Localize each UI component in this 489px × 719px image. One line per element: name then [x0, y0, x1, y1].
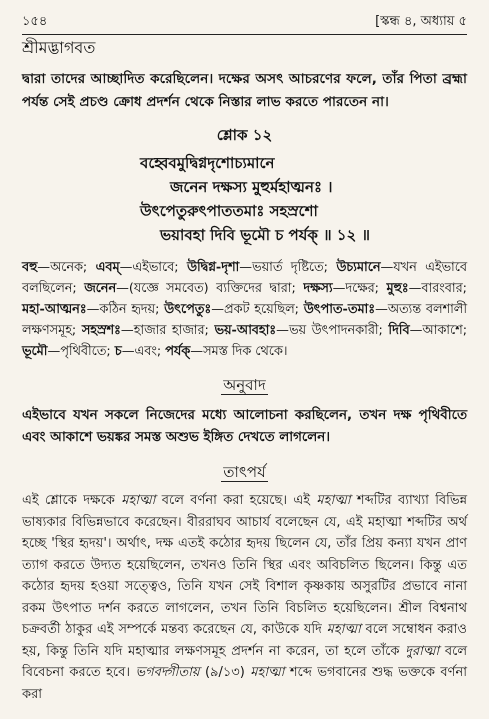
purport-emphasis: মহাত্মা [316, 493, 351, 508]
purport-emphasis: মহাত্মা [326, 622, 361, 637]
purport-emphasis: ভগবদ্গীতায় [135, 665, 200, 680]
word-meaning: পৃথিবীতে; [60, 344, 115, 359]
word-meaning: কঠিন হৃদয়; [99, 302, 165, 317]
word-meaning: প্রকট হয়েছিল; [224, 302, 304, 317]
sanskrit-word: উদ্বিগ্ন-দৃশা [186, 260, 240, 275]
word-meanings: বহু—অনেক; এবম্—এইভাবে; উদ্বিগ্ন-দৃশা—ভয়ার্ত দৃষ্টিতে; উচ্যমানে—যখন এইভাবে বলছিলেন; জনেন—(যজ্ঞে সমবেত) ব্যক্তিদের দ্বারা; দক্ষস্য—দক্ষের; মুহুঃ—বারংবার; মহা-আত্মনঃ—কঠিন হৃদয়; উৎপেতুঃ—প্রকট হয়েছিল; উৎপাত-তমাঃ—অত্যন্ত বলশালী লক্ষণসমূহ; সহস্রশঃ—হাজার হাজার; ভয়-আবহাঃ—ভয় উৎপাদনকারী; দিবি—আকাশে; ভূমৌ—পৃথিবীতে; চ—এবং; পর্যক্—সমস্ত দিক থেকে। [22, 260, 468, 359]
shloka-title: শ্লোক ১২ [216, 126, 273, 144]
intro-paragraph: দ্বারা তাদের আচ্ছাদিত করেছিলেন। দক্ষের অসৎ আচরণের ফলে, তাঁর পিতা ব্রহ্মা পর্যন্ত সেই প্রচণ্ড ক্রোধ প্রদর্শন থেকে নিস্তার লাভ করতে পারতেন না। [22, 71, 467, 110]
sanskrit-word: উৎপাত-তমাঃ [303, 302, 376, 317]
sanskrit-word: চ [114, 344, 122, 359]
sanskrit-word: বহু [22, 260, 38, 275]
sanskrit-word: উচ্যমানে [336, 260, 381, 275]
sanskrit-word: দক্ষস্য [303, 281, 333, 296]
verse-block [22, 151, 467, 247]
purport-emphasis: মহাত্মা [250, 665, 285, 680]
purport-paragraph [22, 490, 467, 705]
page-header [22, 12, 467, 35]
purport-heading [22, 461, 467, 486]
page-number: ১৫৪ [22, 14, 48, 29]
book-title: শ্রীমদ্ভাগবত [22, 38, 96, 57]
word-meaning: বারংবার; [421, 281, 467, 296]
word-meaning: ভয় উৎপাদনকারী; [288, 323, 389, 338]
verse-line: জনেন দক্ষস্য মুহুর্মহাত্মনঃ । [170, 178, 333, 196]
word-meaning: সমস্ত দিক থেকে। [203, 344, 288, 359]
translation-heading [22, 374, 467, 399]
purport-text: শব্দটির ব্যাখ্যা বিভিন্ন ভাষ্যকার বিভিন্নভাবে করেছেন। বীররাঘব আচার্য বলেছেন যে, এই মহাত্মা শব্দটির অর্থ হচ্ছে 'স্থির হৃদয়'। অর্থাৎ, দক্ষ এতই কঠোর হৃদয় ছিলেন যে, তাঁর প্রিয় কন্যা যখন প্রাণ ত্যাগ করতে উদ্যত হয়েছিলেন, তখনও তিনি স্থির এবং অবিচলিত ছিলেন। কিন্তু এত কঠোর হৃদয় হওয়া সত্ত্বেও, তিনি যখন সেই বিশাল কৃষ্ণকায় অসুরটির প্রভাবে নানা রকম উৎপাত দর্শন করতে লাগলেন, তখন তিনি বিচলিত হয়েছিলেন। শ্রীল বিশ্বনাথ চক্রবর্তী ঠাকুর এই সম্পর্কে মন্তব্য করেছেন যে, কাউকে যদি [22, 493, 467, 637]
word-meaning: এবং; [134, 344, 166, 359]
word-meaning: এইভাবে; [132, 260, 187, 275]
purport-text: এই শ্লোকে দক্ষকে [22, 493, 122, 508]
translation-heading-text: অনুবাদ [223, 376, 266, 394]
sanskrit-word: দিবি [388, 323, 410, 338]
word-meaning: দক্ষের; [345, 281, 387, 296]
purport-text: বলে সম্বোধন করাও হয়, কিন্তু তিনি যদি মহাত্মার লক্ষণসমূহ প্রদর্শন না করেন, তা হলে তাঁকে [22, 622, 467, 659]
word-meaning: অত্যন্ত বলশালী লক্ষণসমূহ; [22, 302, 468, 338]
purport-emphasis: দুরাত্মা [405, 643, 440, 659]
verse-line: ভয়াবহা দিবি ভূমৌ চ পর্যক্ ॥ ১২ ॥ [160, 226, 371, 244]
sanskrit-word: মহা-আত্মনঃ [22, 302, 87, 317]
purport-text: (৯/১৩) [199, 665, 251, 680]
purport-emphasis: মহাত্মা [121, 493, 156, 508]
word-meaning: হাজার হাজার; [133, 323, 215, 338]
word-meaning: অনেক; [50, 260, 96, 275]
verse-line: বহ্বেবমুদ্বিগ্নদৃশোচ্যমানে [140, 154, 275, 172]
word-meaning: যখন এইভাবে বলছিলেন; [22, 260, 467, 296]
sanskrit-word: ভয়-আবহাঃ [214, 323, 277, 338]
sanskrit-word: এবম্ [95, 260, 120, 275]
sanskrit-word: উৎপেতুঃ [164, 302, 212, 317]
sanskrit-word: মুহুঃ [386, 281, 409, 296]
word-meaning: ভয়ার্ত দৃষ্টিতে; [252, 260, 337, 275]
verse-line: উৎপেতুরুৎপাততমাঃ সহস্রশো [140, 202, 318, 220]
chapter-reference: [স্কন্ধ ৪, অধ্যায় ৫ [375, 14, 467, 29]
purport-text: শব্দে ভগবানের শুদ্ধ ভক্তকে বর্ণনা করা [22, 665, 467, 702]
sanskrit-word: ভূমৌ [22, 344, 48, 359]
sanskrit-word: পর্যক্ [165, 344, 191, 359]
sanskrit-word: সহস্রশঃ [81, 323, 121, 338]
word-meaning: আকাশে; [422, 323, 468, 338]
translation-paragraph: এইভাবে যখন সকলে নিজেদের মধ্যে আলোচনা করছিলেন, তখন দক্ষ পৃথিবীতে এবং আকাশে ভয়ঙ্কর সমস্ত অশুভ ইঙ্গিত দেখতে লাগলেন। [22, 408, 467, 445]
purport-heading-text: তাৎপর্য [223, 463, 266, 481]
purport-text: বলে বিবেচনা করতে হবে। [22, 643, 467, 680]
word-meaning: (যজ্ঞে সমবেত) ব্যক্তিদের দ্বারা; [128, 281, 304, 296]
purport-text: বলে বর্ণনা করা হয়েছে। এই [155, 493, 317, 508]
sanskrit-word: জনেন [84, 281, 117, 296]
